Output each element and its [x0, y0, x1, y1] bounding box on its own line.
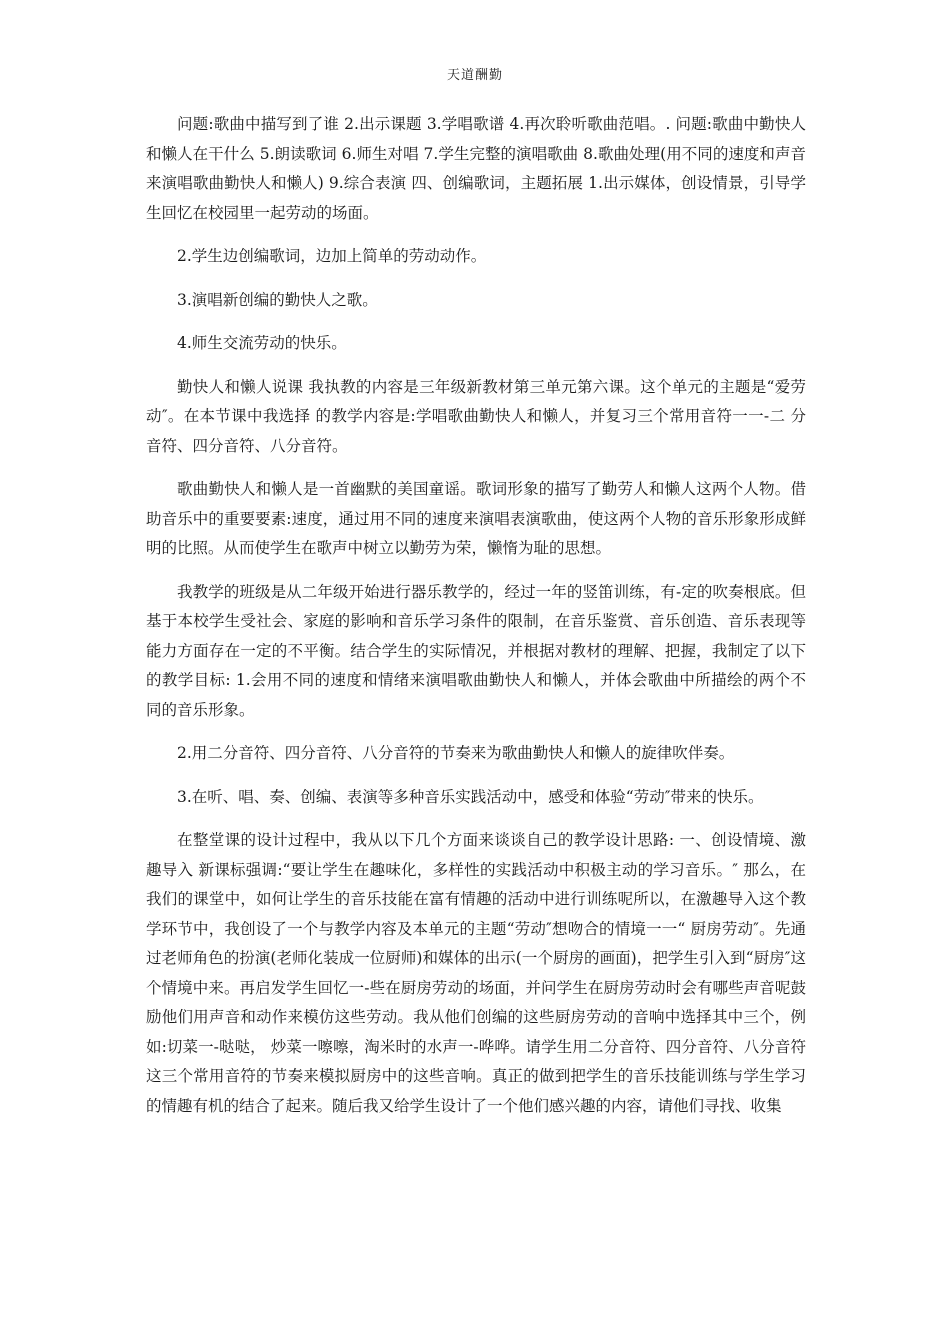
- paragraph-6: 歌曲勤快人和懒人是一首幽默的美国童谣。歌词形象的描写了勤劳人和懒人这两个人物。借助音乐中的重要要素:速度，通过用不同的速度来演唱表演歌曲，使这两个人物的音乐形象形成鲜明的比照。从而使学生在歌声中树立以勤劳为荣，懒惰为耻的思想。: [146, 480, 806, 557]
- paragraph-8: 2.用二分音符、四分音符、八分音符的节奏来为歌曲勤快人和懒人的旋律吹伴奏。: [177, 744, 735, 762]
- paragraph-9: 3.在听、唱、奏、创编、表演等多种音乐实践活动中，感受和体验“劳动″带来的快乐。: [177, 787, 764, 806]
- paragraph-5: 勤快人和懒人说课 我执教的内容是三年级新教材第三单元第六课。这个单元的主题是“爱劳动″。在本节课中我选择 的教学内容是:学唱歌曲勤快人和懒人，并复习三个常用音符一一-二 分音符、四分音符、八分音符。: [146, 377, 806, 455]
- page-header: 天道酬勤: [446, 68, 503, 83]
- paragraph-7: 我教学的班级是从二年级开始进行器乐教学的，经过一年的竖笛训练，有-定的吹奏根底。但基于本校学生受社会、家庭的影响和音乐学习条件的限制，在音乐鉴赏、音乐创造、音乐表现等能力方面存在一定的不平衡。结合学生的实际情况，并根据对教材的理解、把握，我制定了以下的教学目标: 1.会用不同的速度和情绪来演唱歌曲勤快人和懒人，并体会歌曲中所描绘的两个不同的音乐形象。: [146, 582, 806, 719]
- paragraph-10: 在整堂课的设计过程中，我从以下几个方面来谈谈自己的教学设计思路: 一、创设情境、激趣导入 新课标强调:“要让学生在趣味化，多样性的实践活动中积极主动的学习音乐。″ 那么，在我们的课堂中，如何让学生的音乐技能在富有情趣的活动中进行训练呢所以，在激趣导入这个教学环节中，我创设了一个与教学内容及本单元的主题“劳动″想吻合的情境一一“ 厨房劳动″。先通过老师角色的扮演(老师化装成一位厨师)和媒体的出示(一个厨房的画面)，把学生引入到“厨房″这个情境中来。再启发学生回忆一-些在厨房劳动的场面，并问学生在厨房劳动时会有哪些声音呢鼓励他们用声音和动作来模仿这些劳动。我从他们创编的这些厨房劳动的音响中选择其中三个，例如:切菜一-哒哒， 炒菜一嚓嚓，淘米时的水声一-哗哗。请学生用二分音符、四分音符、八分音符这三个常用音符的节奏来模拟厨房中的这些音响。真正的做到把学生的音乐技能训练与学生学习的情趣有机的结合了起来。随后我又给学生设计了一个他们感兴趣的内容，请他们寻找、收集: [146, 831, 806, 1115]
- document-body: [146, 110, 806, 1135]
- paragraph-2: 2.学生边创编歌词，边加上简单的劳动动作。: [177, 247, 487, 265]
- paragraph-4: 4.师生交流劳动的快乐。: [177, 334, 347, 352]
- paragraph-3: 3.演唱新创编的勤快人之歌。: [177, 290, 378, 309]
- paragraph-1: 问题:歌曲中描写到了谁 2.出示课题 3.学唱歌谱 4.再次聆听歌曲范唱。. 问题:歌曲中勤快人和懒人在干什么 5.朗读歌词 6.师生对唱 7.学生完整的演唱歌曲 8.歌曲处理(用不同的速度和声音来演唱歌曲勤快人和懒人) 9.综合表演 四、创编歌词，主题拓展 1.出示媒体，创设情景，引导学生回忆在校园里一起劳动的场面。: [146, 115, 806, 222]
